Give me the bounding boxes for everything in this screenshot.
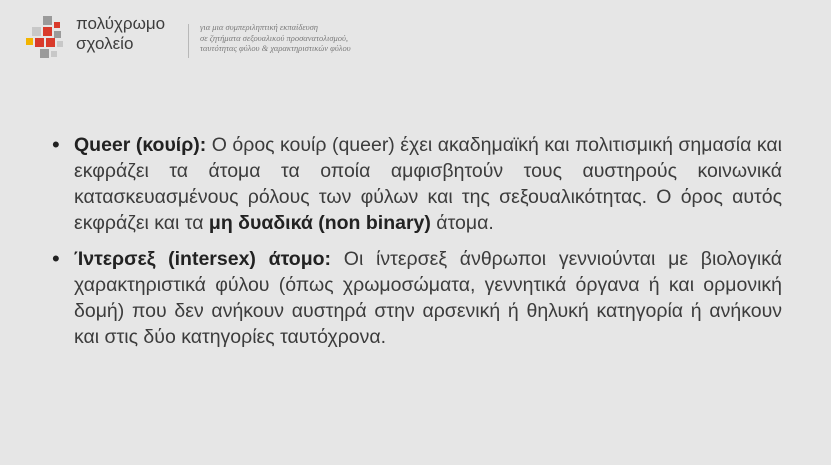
definition-queer-part1: Ο όρος κουίρ (queer) έχει ακαδημαϊκή και πολιτισμική σημασία και εκφράζει τα άτομα τα οποία αμφισβητούν τους αυστηρούς κοινωνικά κατασκευασμένους ρόλους των φύλων και της σεξουαλικότητας. Ο όρος αυτός εκφράζει και τα: [74, 134, 782, 234]
bullet-queer: [52, 132, 782, 236]
logo-icon: [26, 16, 70, 60]
bullet-dot: •: [52, 246, 60, 271]
term-intersex: Ίντερσεξ (intersex) άτομο:: [74, 248, 332, 270]
logo-square: [43, 16, 52, 25]
logo-square: [35, 38, 44, 47]
tagline: [200, 22, 460, 54]
logo-square: [32, 27, 41, 36]
term-queer: Queer (κουίρ):: [74, 134, 207, 156]
logo-square: [26, 38, 33, 45]
brand-line-2: σχολείο: [76, 34, 134, 53]
tagline-line-3: ταυτότητας φύλου & χαρακτηριστικών φύλου: [200, 43, 351, 53]
definition-intersex: Οι ίντερσεξ άνθρωποι γεννιούνται με βιολογικά χαρακτηριστικά φύλου (όπως χρωμοσώματα, γεννητικά όργανα ή και ορμονική δομή) που δεν ανήκουν αυστηρά στην αρσενική ή θηλυκή κατηγορία ή ανήκουν και στις δύο κατηγορίες ταυτόχρονα.: [74, 248, 782, 348]
logo-square: [43, 27, 52, 36]
bullet-dot: •: [52, 132, 60, 157]
tagline-line-1: για μια συμπεριληπτική εκπαίδευση: [200, 22, 319, 32]
brand-name: [76, 14, 165, 54]
logo-square: [57, 41, 63, 47]
bullet-intersex: [52, 246, 782, 350]
logo-square: [51, 51, 57, 57]
brand-line-1: πολύχρωμο: [76, 14, 166, 33]
header-divider: [188, 24, 189, 58]
logo-square: [40, 49, 49, 58]
definition-queer-part2: άτομα.: [430, 212, 494, 234]
logo-square: [54, 22, 60, 28]
tagline-line-2: σε ζητήματα σεξουαλικού προσανατολισμού,: [200, 32, 349, 43]
logo-square: [46, 38, 55, 47]
logo-square: [54, 31, 61, 38]
emphasis-non-binary: μη δυαδικά (non binary): [208, 212, 431, 234]
slide-header: [0, 0, 831, 70]
slide-body: [52, 132, 782, 350]
